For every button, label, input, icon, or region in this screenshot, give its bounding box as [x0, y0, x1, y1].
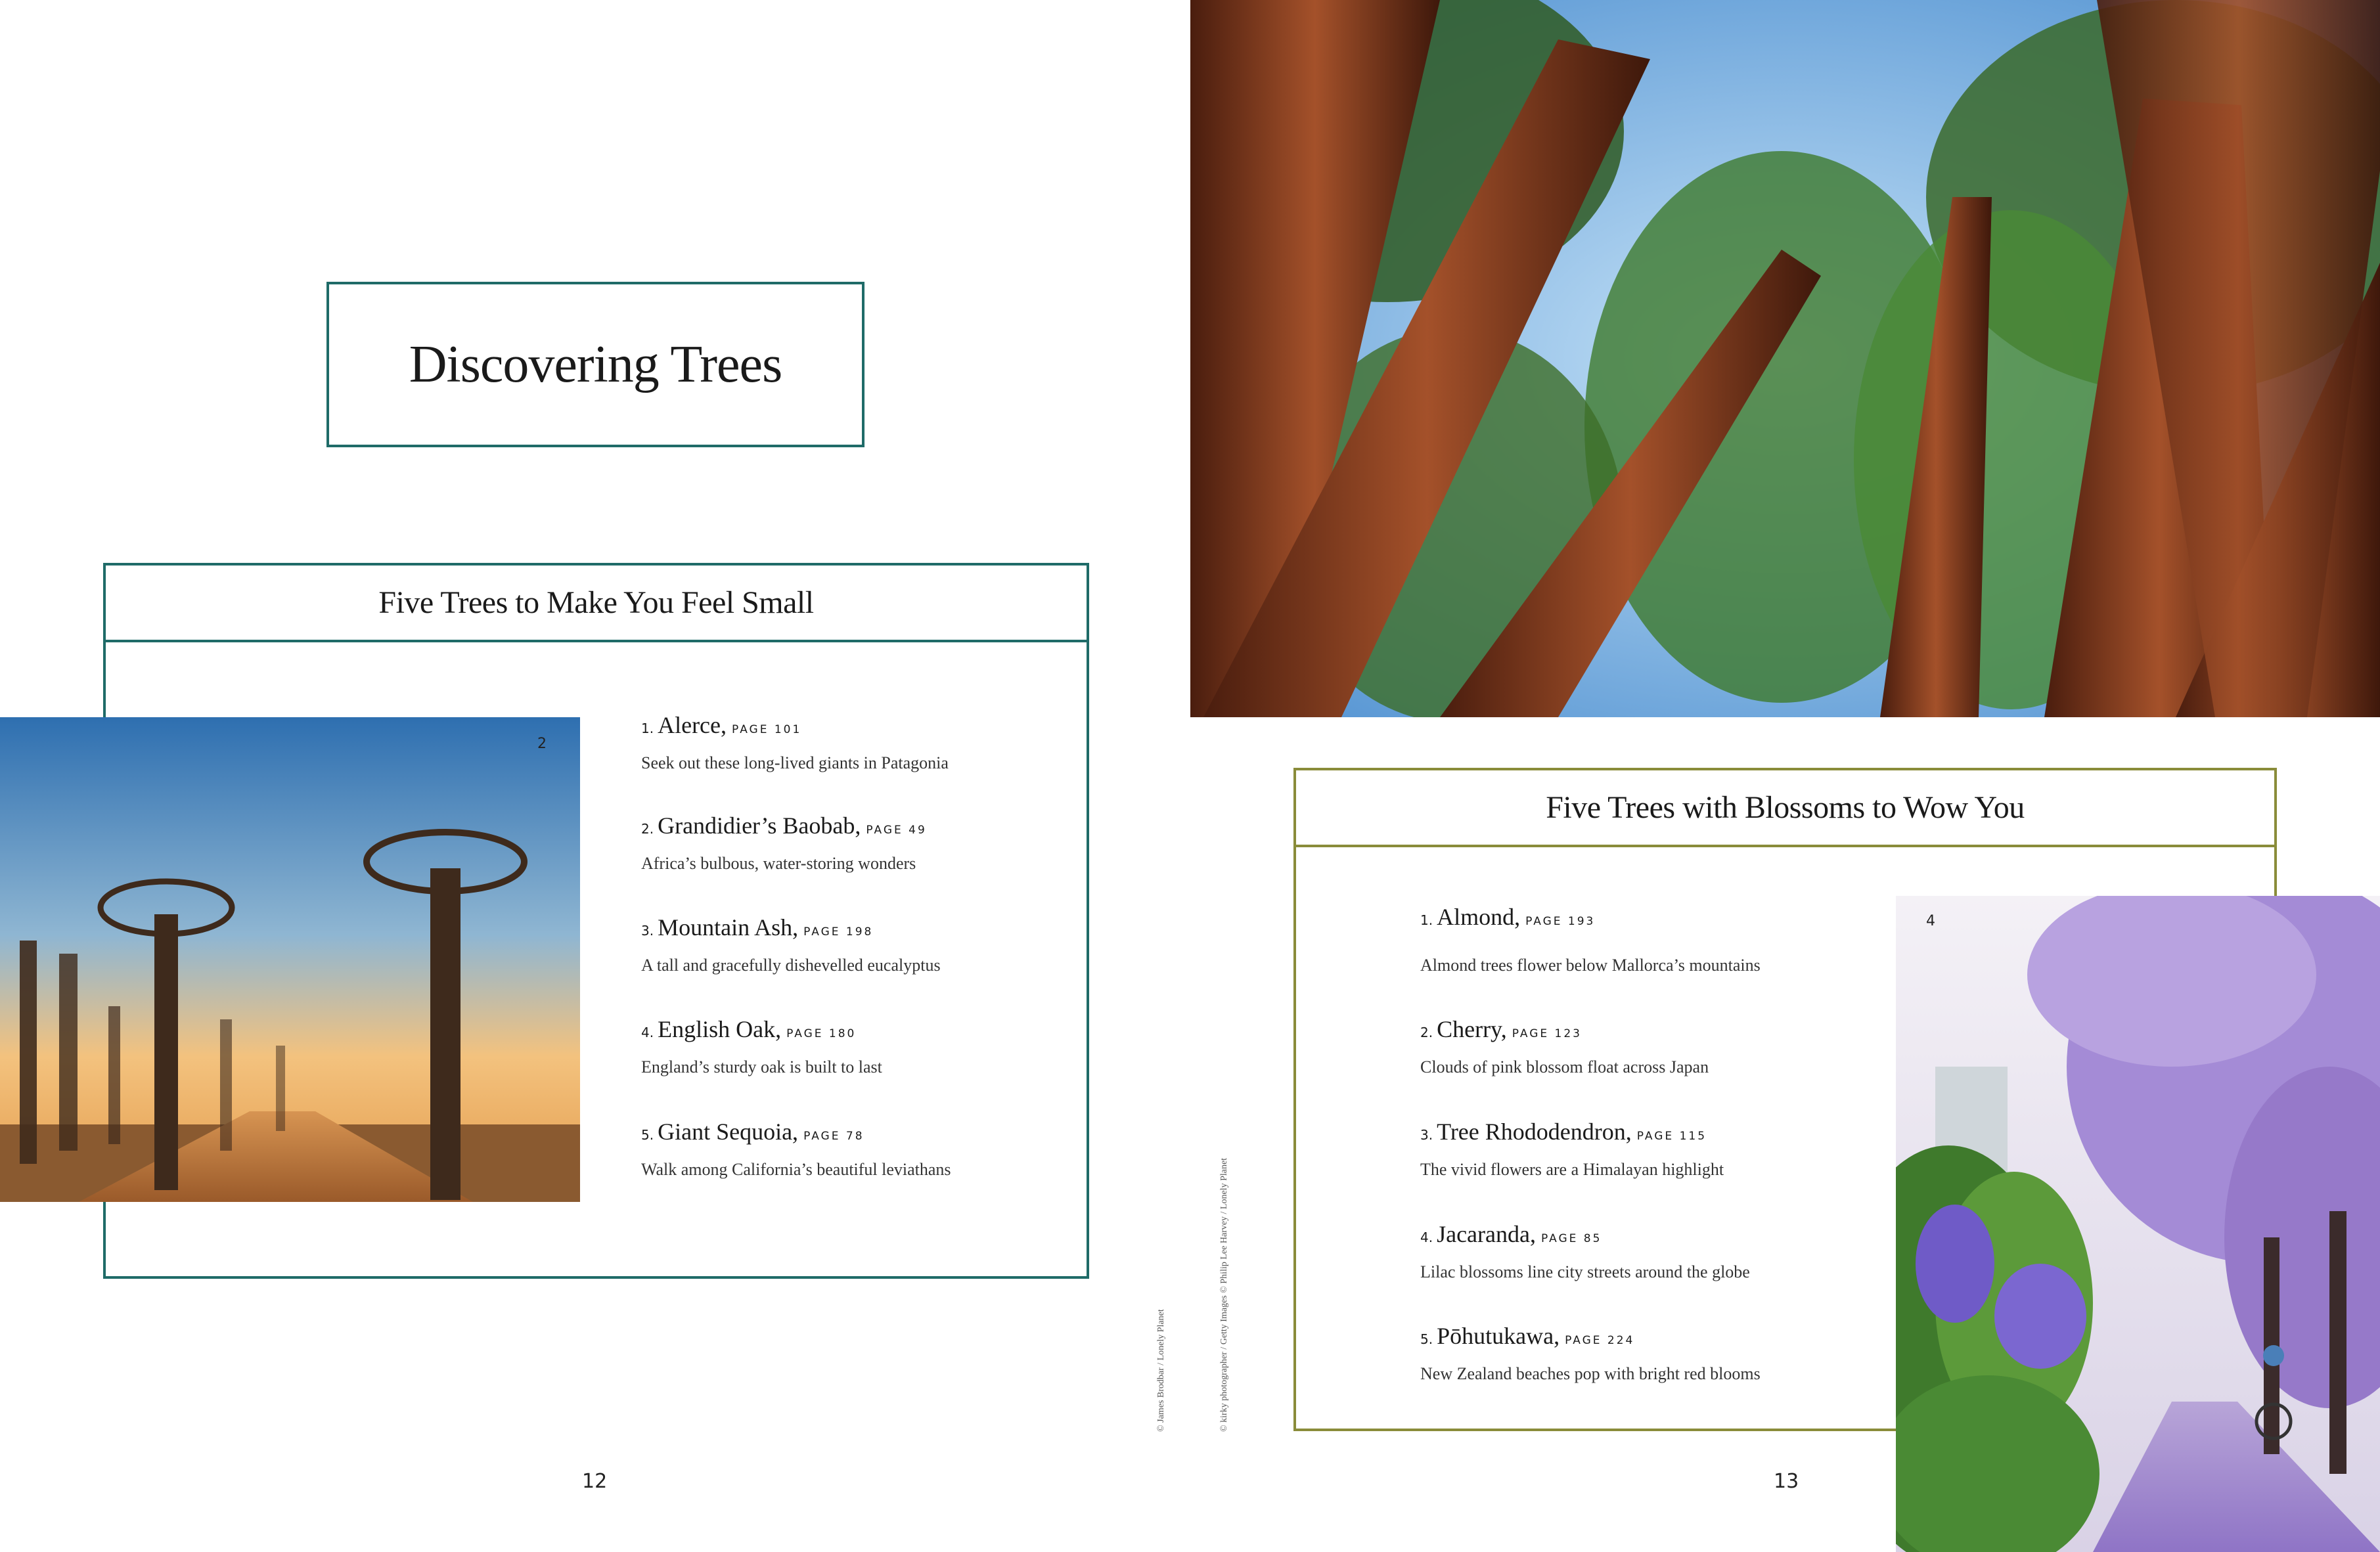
list-item: 1. Almond, PAGE 193 Almond trees flower below Mallorca’s mountains — [1420, 904, 1761, 975]
blossom-trees-heading: Five Trees with Blossoms to Wow You — [1296, 770, 2274, 847]
list-item: 5. Pōhutukawa, PAGE 224 New Zealand beaches pop with bright red blooms — [1420, 1323, 1761, 1383]
list-item: 2. Cherry, PAGE 123 Clouds of pink blossom float across Japan — [1420, 1016, 1709, 1076]
page-title: Discovering Trees — [409, 335, 782, 393]
page-number-right: 13 — [1774, 1470, 1799, 1493]
baobab-photo — [0, 717, 580, 1202]
list-item: 3. Tree Rhododendron, PAGE 115 The vivid flowers are a Himalayan highlight — [1420, 1119, 1724, 1179]
title-box — [326, 282, 864, 447]
page-number-left: 12 — [582, 1470, 608, 1493]
list-item: 1. Alerce, PAGE 101 Seek out these long-lived giants in Patagonia — [641, 712, 949, 772]
list-item: 2. Grandidier’s Baobab, PAGE 49 Africa’s bulbous, water-storing wonders — [641, 812, 927, 873]
list-item: 3. Mountain Ash, PAGE 198 A tall and gracefully dishevelled eucalyptus — [641, 914, 941, 975]
photo-credit: © kirky photographer / Getty Images © Philip Lee Harvey / Lonely Planet — [1219, 1157, 1229, 1432]
photo-credit: © James Brodbar / Lonely Planet — [1156, 1309, 1166, 1432]
list-item: 5. Giant Sequoia, PAGE 78 Walk among California’s beautiful leviathans — [641, 1119, 951, 1179]
list-item: 4. Jacaranda, PAGE 85 Lilac blossoms line city streets around the globe — [1420, 1221, 1750, 1281]
photo-number: 2 — [537, 736, 547, 752]
photo-number: 4 — [1926, 913, 1935, 929]
jacaranda-photo — [1896, 896, 2380, 1552]
sequoia-photo — [1190, 0, 2380, 717]
small-trees-heading: Five Trees to Make You Feel Small — [106, 565, 1087, 642]
list-item: 4. English Oak, PAGE 180 England’s sturdy oak is built to last — [641, 1016, 882, 1076]
